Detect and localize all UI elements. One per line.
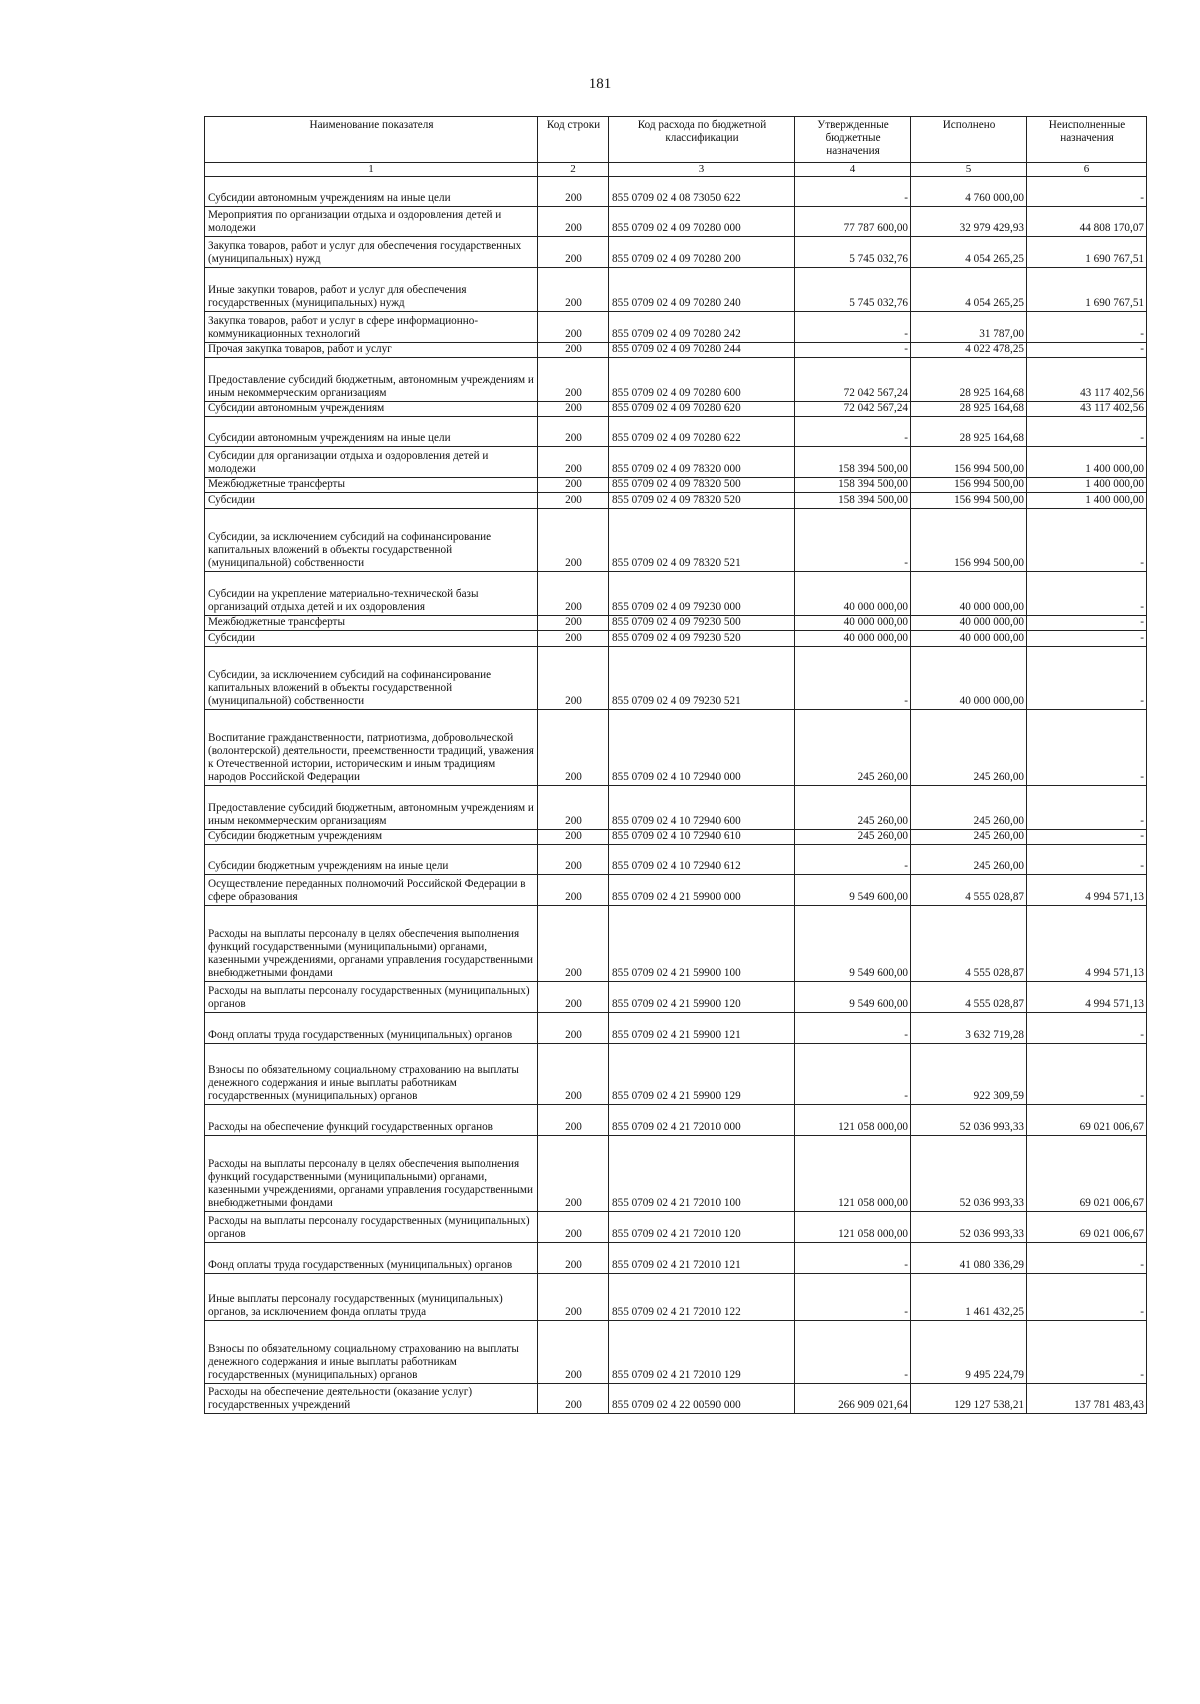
approved-amount-cell: - bbox=[795, 1044, 911, 1105]
line-code-cell: 200 bbox=[538, 1274, 609, 1321]
indicator-name-cell: Воспитание гражданственности, патриотизма, добровольческой (волонтерской) деятельности, преемственности традиций, уважения к Отечественной истории, историческим и иным традициям народов Российской Федерации bbox=[205, 710, 538, 786]
unexecuted-amount-cell: 1 690 767,51 bbox=[1027, 237, 1147, 268]
table-header bbox=[205, 117, 1147, 177]
approved-amount-cell: - bbox=[795, 343, 911, 358]
approved-amount-cell: - bbox=[795, 1013, 911, 1044]
table-row bbox=[205, 1105, 1147, 1136]
executed-amount-cell: 40 000 000,00 bbox=[911, 616, 1027, 631]
line-code-cell: 200 bbox=[538, 1243, 609, 1274]
table-row bbox=[205, 478, 1147, 493]
line-code-cell: 200 bbox=[538, 631, 609, 647]
unexecuted-amount-cell: 1 400 000,00 bbox=[1027, 493, 1147, 509]
budget-code-cell: 855 0709 02 4 09 78320 500 bbox=[609, 478, 795, 493]
table-row bbox=[205, 1243, 1147, 1274]
approved-amount-cell: 158 394 500,00 bbox=[795, 447, 911, 478]
table-row bbox=[205, 572, 1147, 616]
unexecuted-amount-cell: - bbox=[1027, 417, 1147, 447]
budget-code-cell: 855 0709 02 4 21 72010 121 bbox=[609, 1243, 795, 1274]
budget-code-cell: 855 0709 02 4 09 79230 000 bbox=[609, 572, 795, 616]
unexecuted-amount-cell: - bbox=[1027, 1321, 1147, 1384]
indicator-name-cell: Расходы на выплаты персоналу в целях обеспечения выполнения функций государственными (муниципальными) органами, казенными учреждениями, органами управления государственными внебюджетными фондами bbox=[205, 906, 538, 982]
line-code-cell: 200 bbox=[538, 647, 609, 710]
line-code-cell: 200 bbox=[538, 177, 609, 207]
table-row bbox=[205, 343, 1147, 358]
line-code-cell: 200 bbox=[538, 207, 609, 237]
line-code-cell: 200 bbox=[538, 509, 609, 572]
table-row bbox=[205, 1013, 1147, 1044]
unexecuted-amount-cell: - bbox=[1027, 830, 1147, 845]
executed-amount-cell: 4 760 000,00 bbox=[911, 177, 1027, 207]
table-row bbox=[205, 447, 1147, 478]
approved-amount-cell: 158 394 500,00 bbox=[795, 493, 911, 509]
executed-amount-cell: 1 461 432,25 bbox=[911, 1274, 1027, 1321]
table-row bbox=[205, 1044, 1147, 1105]
budget-code-cell: 855 0709 02 4 09 70280 240 bbox=[609, 268, 795, 312]
approved-amount-cell: - bbox=[795, 647, 911, 710]
executed-amount-cell: 52 036 993,33 bbox=[911, 1105, 1027, 1136]
indicator-name-cell: Расходы на выплаты персоналу государственных (муниципальных) органов bbox=[205, 982, 538, 1013]
budget-code-cell: 855 0709 02 4 10 72940 000 bbox=[609, 710, 795, 786]
table-row bbox=[205, 358, 1147, 402]
budget-code-cell: 855 0709 02 4 21 59900 121 bbox=[609, 1013, 795, 1044]
line-code-cell: 200 bbox=[538, 312, 609, 343]
executed-amount-cell: 245 260,00 bbox=[911, 845, 1027, 875]
budget-code-cell: 855 0709 02 4 09 70280 000 bbox=[609, 207, 795, 237]
unexecuted-amount-cell: 69 021 006,67 bbox=[1027, 1212, 1147, 1243]
budget-code-cell: 855 0709 02 4 10 72940 610 bbox=[609, 830, 795, 845]
table-row bbox=[205, 509, 1147, 572]
column-number: 6 bbox=[1027, 163, 1147, 177]
indicator-name-cell: Иные закупки товаров, работ и услуг для обеспечения государственных (муниципальных) нужд bbox=[205, 268, 538, 312]
line-code-cell: 200 bbox=[538, 1384, 609, 1414]
budget-code-cell: 855 0709 02 4 21 59900 129 bbox=[609, 1044, 795, 1105]
table-row bbox=[205, 493, 1147, 509]
line-code-cell: 200 bbox=[538, 1136, 609, 1212]
approved-amount-cell: 40 000 000,00 bbox=[795, 616, 911, 631]
executed-amount-cell: 40 000 000,00 bbox=[911, 631, 1027, 647]
approved-amount-cell: - bbox=[795, 312, 911, 343]
budget-code-cell: 855 0709 02 4 22 00590 000 bbox=[609, 1384, 795, 1414]
table-body bbox=[205, 177, 1147, 1414]
budget-execution-table bbox=[204, 116, 1147, 1414]
line-code-cell: 200 bbox=[538, 478, 609, 493]
unexecuted-amount-cell: - bbox=[1027, 1013, 1147, 1044]
table-row bbox=[205, 830, 1147, 845]
budget-code-cell: 855 0709 02 4 08 73050 622 bbox=[609, 177, 795, 207]
table-row bbox=[205, 312, 1147, 343]
header-indicator-name: Наименование показателя bbox=[205, 117, 538, 163]
table-row bbox=[205, 875, 1147, 906]
executed-amount-cell: 41 080 336,29 bbox=[911, 1243, 1027, 1274]
unexecuted-amount-cell: 69 021 006,67 bbox=[1027, 1136, 1147, 1212]
line-code-cell: 200 bbox=[538, 906, 609, 982]
column-number: 1 bbox=[205, 163, 538, 177]
approved-amount-cell: 9 549 600,00 bbox=[795, 875, 911, 906]
table-row bbox=[205, 616, 1147, 631]
executed-amount-cell: 28 925 164,68 bbox=[911, 358, 1027, 402]
indicator-name-cell: Субсидии бюджетным учреждениям на иные цели bbox=[205, 845, 538, 875]
indicator-name-cell: Субсидии автономным учреждениям на иные цели bbox=[205, 417, 538, 447]
line-code-cell: 200 bbox=[538, 572, 609, 616]
approved-amount-cell: 121 058 000,00 bbox=[795, 1105, 911, 1136]
header-unexecuted: Неисполненные назначения bbox=[1027, 117, 1147, 163]
line-code-cell: 200 bbox=[538, 1044, 609, 1105]
line-code-cell: 200 bbox=[538, 1321, 609, 1384]
line-code-cell: 200 bbox=[538, 237, 609, 268]
approved-amount-cell: 266 909 021,64 bbox=[795, 1384, 911, 1414]
line-code-cell: 200 bbox=[538, 786, 609, 830]
header-row bbox=[205, 117, 1147, 163]
unexecuted-amount-cell: 69 021 006,67 bbox=[1027, 1105, 1147, 1136]
line-code-cell: 200 bbox=[538, 982, 609, 1013]
indicator-name-cell: Расходы на выплаты персоналу государственных (муниципальных) органов bbox=[205, 1212, 538, 1243]
line-code-cell: 200 bbox=[538, 268, 609, 312]
indicator-name-cell: Фонд оплаты труда государственных (муниципальных) органов bbox=[205, 1013, 538, 1044]
budget-code-cell: 855 0709 02 4 21 59900 120 bbox=[609, 982, 795, 1013]
table-row bbox=[205, 786, 1147, 830]
budget-code-cell: 855 0709 02 4 21 72010 122 bbox=[609, 1274, 795, 1321]
executed-amount-cell: 4 555 028,87 bbox=[911, 875, 1027, 906]
executed-amount-cell: 40 000 000,00 bbox=[911, 572, 1027, 616]
indicator-name-cell: Расходы на обеспечение деятельности (оказание услуг) государственных учреждений bbox=[205, 1384, 538, 1414]
executed-amount-cell: 156 994 500,00 bbox=[911, 493, 1027, 509]
line-code-cell: 200 bbox=[538, 402, 609, 417]
budget-code-cell: 855 0709 02 4 21 59900 100 bbox=[609, 906, 795, 982]
indicator-name-cell: Субсидии bbox=[205, 493, 538, 509]
approved-amount-cell: 245 260,00 bbox=[795, 710, 911, 786]
unexecuted-amount-cell: - bbox=[1027, 509, 1147, 572]
executed-amount-cell: 31 787,00 bbox=[911, 312, 1027, 343]
line-code-cell: 200 bbox=[538, 845, 609, 875]
budget-code-cell: 855 0709 02 4 09 78320 520 bbox=[609, 493, 795, 509]
unexecuted-amount-cell: 1 690 767,51 bbox=[1027, 268, 1147, 312]
executed-amount-cell: 40 000 000,00 bbox=[911, 647, 1027, 710]
header-executed: Исполнено bbox=[911, 117, 1027, 163]
executed-amount-cell: 4 555 028,87 bbox=[911, 982, 1027, 1013]
executed-amount-cell: 3 632 719,28 bbox=[911, 1013, 1027, 1044]
unexecuted-amount-cell: - bbox=[1027, 1044, 1147, 1105]
unexecuted-amount-cell: - bbox=[1027, 1243, 1147, 1274]
indicator-name-cell: Взносы по обязательному социальному страхованию на выплаты денежного содержания и иные выплаты работникам государственных (муниципальных) органов bbox=[205, 1321, 538, 1384]
budget-code-cell: 855 0709 02 4 09 70280 200 bbox=[609, 237, 795, 268]
indicator-name-cell: Осуществление переданных полномочий Российской Федерации в сфере образования bbox=[205, 875, 538, 906]
table-row bbox=[205, 1321, 1147, 1384]
unexecuted-amount-cell: - bbox=[1027, 1274, 1147, 1321]
unexecuted-amount-cell: - bbox=[1027, 177, 1147, 207]
approved-amount-cell: - bbox=[795, 1274, 911, 1321]
budget-code-cell: 855 0709 02 4 21 72010 120 bbox=[609, 1212, 795, 1243]
indicator-name-cell: Межбюджетные трансферты bbox=[205, 616, 538, 631]
executed-amount-cell: 4 022 478,25 bbox=[911, 343, 1027, 358]
header-budget-code: Код расхода по бюджетной классификации bbox=[609, 117, 795, 163]
approved-amount-cell: - bbox=[795, 417, 911, 447]
approved-amount-cell: 245 260,00 bbox=[795, 786, 911, 830]
unexecuted-amount-cell: - bbox=[1027, 616, 1147, 631]
indicator-name-cell: Субсидии bbox=[205, 631, 538, 647]
line-code-cell: 200 bbox=[538, 875, 609, 906]
budget-code-cell: 855 0709 02 4 21 72010 100 bbox=[609, 1136, 795, 1212]
line-code-cell: 200 bbox=[538, 710, 609, 786]
column-number: 3 bbox=[609, 163, 795, 177]
indicator-name-cell: Предоставление субсидий бюджетным, автономным учреждениям и иным некоммерческим организациям bbox=[205, 358, 538, 402]
budget-code-cell: 855 0709 02 4 09 70280 600 bbox=[609, 358, 795, 402]
budget-code-cell: 855 0709 02 4 09 79230 520 bbox=[609, 631, 795, 647]
executed-amount-cell: 28 925 164,68 bbox=[911, 402, 1027, 417]
indicator-name-cell: Субсидии автономным учреждениям bbox=[205, 402, 538, 417]
indicator-name-cell: Прочая закупка товаров, работ и услуг bbox=[205, 343, 538, 358]
executed-amount-cell: 922 309,59 bbox=[911, 1044, 1027, 1105]
executed-amount-cell: 4 555 028,87 bbox=[911, 906, 1027, 982]
budget-code-cell: 855 0709 02 4 09 79230 521 bbox=[609, 647, 795, 710]
approved-amount-cell: 77 787 600,00 bbox=[795, 207, 911, 237]
unexecuted-amount-cell: - bbox=[1027, 343, 1147, 358]
unexecuted-amount-cell: - bbox=[1027, 845, 1147, 875]
header-approved: Утвержденные бюджетные назначения bbox=[795, 117, 911, 163]
indicator-name-cell: Фонд оплаты труда государственных (муниципальных) органов bbox=[205, 1243, 538, 1274]
executed-amount-cell: 245 260,00 bbox=[911, 786, 1027, 830]
unexecuted-amount-cell: - bbox=[1027, 572, 1147, 616]
unexecuted-amount-cell: - bbox=[1027, 312, 1147, 343]
table-row bbox=[205, 207, 1147, 237]
line-code-cell: 200 bbox=[538, 1212, 609, 1243]
table-row bbox=[205, 1274, 1147, 1321]
header-line-code: Код строки bbox=[538, 117, 609, 163]
executed-amount-cell: 9 495 224,79 bbox=[911, 1321, 1027, 1384]
line-code-cell: 200 bbox=[538, 616, 609, 631]
approved-amount-cell: 40 000 000,00 bbox=[795, 631, 911, 647]
indicator-name-cell: Субсидии, за исключением субсидий на софинансирование капитальных вложений в объекты государственной (муниципальной) собственности bbox=[205, 647, 538, 710]
executed-amount-cell: 245 260,00 bbox=[911, 710, 1027, 786]
column-number: 2 bbox=[538, 163, 609, 177]
unexecuted-amount-cell: 44 808 170,07 bbox=[1027, 207, 1147, 237]
approved-amount-cell: - bbox=[795, 509, 911, 572]
executed-amount-cell: 4 054 265,25 bbox=[911, 268, 1027, 312]
table-row bbox=[205, 1136, 1147, 1212]
approved-amount-cell: 40 000 000,00 bbox=[795, 572, 911, 616]
approved-amount-cell: 5 745 032,76 bbox=[795, 268, 911, 312]
approved-amount-cell: - bbox=[795, 1243, 911, 1274]
approved-amount-cell: 245 260,00 bbox=[795, 830, 911, 845]
column-number: 5 bbox=[911, 163, 1027, 177]
approved-amount-cell: 72 042 567,24 bbox=[795, 402, 911, 417]
budget-code-cell: 855 0709 02 4 09 78320 000 bbox=[609, 447, 795, 478]
table-row bbox=[205, 402, 1147, 417]
indicator-name-cell: Субсидии для организации отдыха и оздоровления детей и молодежи bbox=[205, 447, 538, 478]
executed-amount-cell: 156 994 500,00 bbox=[911, 509, 1027, 572]
budget-code-cell: 855 0709 02 4 09 79230 500 bbox=[609, 616, 795, 631]
line-code-cell: 200 bbox=[538, 343, 609, 358]
table-row bbox=[205, 710, 1147, 786]
indicator-name-cell: Взносы по обязательному социальному страхованию на выплаты денежного содержания и иные выплаты работникам государственных (муниципальных) органов bbox=[205, 1044, 538, 1105]
approved-amount-cell: 72 042 567,24 bbox=[795, 358, 911, 402]
executed-amount-cell: 32 979 429,93 bbox=[911, 207, 1027, 237]
unexecuted-amount-cell: 137 781 483,43 bbox=[1027, 1384, 1147, 1414]
unexecuted-amount-cell: - bbox=[1027, 631, 1147, 647]
budget-code-cell: 855 0709 02 4 09 70280 244 bbox=[609, 343, 795, 358]
table-row bbox=[205, 906, 1147, 982]
column-number-row bbox=[205, 163, 1147, 177]
table-row bbox=[205, 982, 1147, 1013]
executed-amount-cell: 129 127 538,21 bbox=[911, 1384, 1027, 1414]
approved-amount-cell: 9 549 600,00 bbox=[795, 906, 911, 982]
indicator-name-cell: Субсидии бюджетным учреждениям bbox=[205, 830, 538, 845]
indicator-name-cell: Закупка товаров, работ и услуг в сфере информационно-коммуникационных технологий bbox=[205, 312, 538, 343]
line-code-cell: 200 bbox=[538, 358, 609, 402]
line-code-cell: 200 bbox=[538, 493, 609, 509]
approved-amount-cell: 9 549 600,00 bbox=[795, 982, 911, 1013]
unexecuted-amount-cell: 4 994 571,13 bbox=[1027, 982, 1147, 1013]
unexecuted-amount-cell: - bbox=[1027, 647, 1147, 710]
line-code-cell: 200 bbox=[538, 417, 609, 447]
executed-amount-cell: 28 925 164,68 bbox=[911, 417, 1027, 447]
table-row bbox=[205, 1384, 1147, 1414]
executed-amount-cell: 4 054 265,25 bbox=[911, 237, 1027, 268]
indicator-name-cell: Субсидии на укрепление материально-технической базы организаций отдыха детей и их оздоровления bbox=[205, 572, 538, 616]
indicator-name-cell: Межбюджетные трансферты bbox=[205, 478, 538, 493]
budget-code-cell: 855 0709 02 4 09 70280 620 bbox=[609, 402, 795, 417]
line-code-cell: 200 bbox=[538, 830, 609, 845]
indicator-name-cell: Субсидии автономным учреждениям на иные цели bbox=[205, 177, 538, 207]
line-code-cell: 200 bbox=[538, 447, 609, 478]
approved-amount-cell: 5 745 032,76 bbox=[795, 237, 911, 268]
line-code-cell: 200 bbox=[538, 1013, 609, 1044]
column-number: 4 bbox=[795, 163, 911, 177]
table-row bbox=[205, 1212, 1147, 1243]
approved-amount-cell: 158 394 500,00 bbox=[795, 478, 911, 493]
table-row bbox=[205, 845, 1147, 875]
unexecuted-amount-cell: 43 117 402,56 bbox=[1027, 402, 1147, 417]
unexecuted-amount-cell: 4 994 571,13 bbox=[1027, 875, 1147, 906]
indicator-name-cell: Субсидии, за исключением субсидий на софинансирование капитальных вложений в объекты государственной (муниципальной) собственности bbox=[205, 509, 538, 572]
indicator-name-cell: Мероприятия по организации отдыха и оздоровления детей и молодежи bbox=[205, 207, 538, 237]
line-code-cell: 200 bbox=[538, 1105, 609, 1136]
executed-amount-cell: 156 994 500,00 bbox=[911, 447, 1027, 478]
table-row bbox=[205, 647, 1147, 710]
executed-amount-cell: 245 260,00 bbox=[911, 830, 1027, 845]
indicator-name-cell: Закупка товаров, работ и услуг для обеспечения государственных (муниципальных) нужд bbox=[205, 237, 538, 268]
unexecuted-amount-cell: 1 400 000,00 bbox=[1027, 447, 1147, 478]
budget-code-cell: 855 0709 02 4 09 70280 622 bbox=[609, 417, 795, 447]
indicator-name-cell: Расходы на выплаты персоналу в целях обеспечения выполнения функций государственными (муниципальными) органами, казенными учреждениями, органами управления государственными внебюджетными фондами bbox=[205, 1136, 538, 1212]
approved-amount-cell: 121 058 000,00 bbox=[795, 1212, 911, 1243]
budget-code-cell: 855 0709 02 4 10 72940 600 bbox=[609, 786, 795, 830]
unexecuted-amount-cell: 4 994 571,13 bbox=[1027, 906, 1147, 982]
executed-amount-cell: 52 036 993,33 bbox=[911, 1136, 1027, 1212]
executed-amount-cell: 156 994 500,00 bbox=[911, 478, 1027, 493]
approved-amount-cell: - bbox=[795, 845, 911, 875]
budget-code-cell: 855 0709 02 4 21 72010 129 bbox=[609, 1321, 795, 1384]
executed-amount-cell: 52 036 993,33 bbox=[911, 1212, 1027, 1243]
indicator-name-cell: Расходы на обеспечение функций государственных органов bbox=[205, 1105, 538, 1136]
table-row bbox=[205, 237, 1147, 268]
unexecuted-amount-cell: 1 400 000,00 bbox=[1027, 478, 1147, 493]
table-row bbox=[205, 268, 1147, 312]
page-number: 181 bbox=[588, 76, 612, 92]
approved-amount-cell: - bbox=[795, 177, 911, 207]
budget-code-cell: 855 0709 02 4 09 70280 242 bbox=[609, 312, 795, 343]
budget-code-cell: 855 0709 02 4 21 72010 000 bbox=[609, 1105, 795, 1136]
table-row bbox=[205, 631, 1147, 647]
budget-code-cell: 855 0709 02 4 09 78320 521 bbox=[609, 509, 795, 572]
unexecuted-amount-cell: 43 117 402,56 bbox=[1027, 358, 1147, 402]
unexecuted-amount-cell: - bbox=[1027, 710, 1147, 786]
budget-code-cell: 855 0709 02 4 10 72940 612 bbox=[609, 845, 795, 875]
unexecuted-amount-cell: - bbox=[1027, 786, 1147, 830]
budget-code-cell: 855 0709 02 4 21 59900 000 bbox=[609, 875, 795, 906]
indicator-name-cell: Предоставление субсидий бюджетным, автономным учреждениям и иным некоммерческим организациям bbox=[205, 786, 538, 830]
approved-amount-cell: 121 058 000,00 bbox=[795, 1136, 911, 1212]
approved-amount-cell: - bbox=[795, 1321, 911, 1384]
table-row bbox=[205, 177, 1147, 207]
table-row bbox=[205, 417, 1147, 447]
indicator-name-cell: Иные выплаты персоналу государственных (муниципальных) органов, за исключением фонда оплаты труда bbox=[205, 1274, 538, 1321]
